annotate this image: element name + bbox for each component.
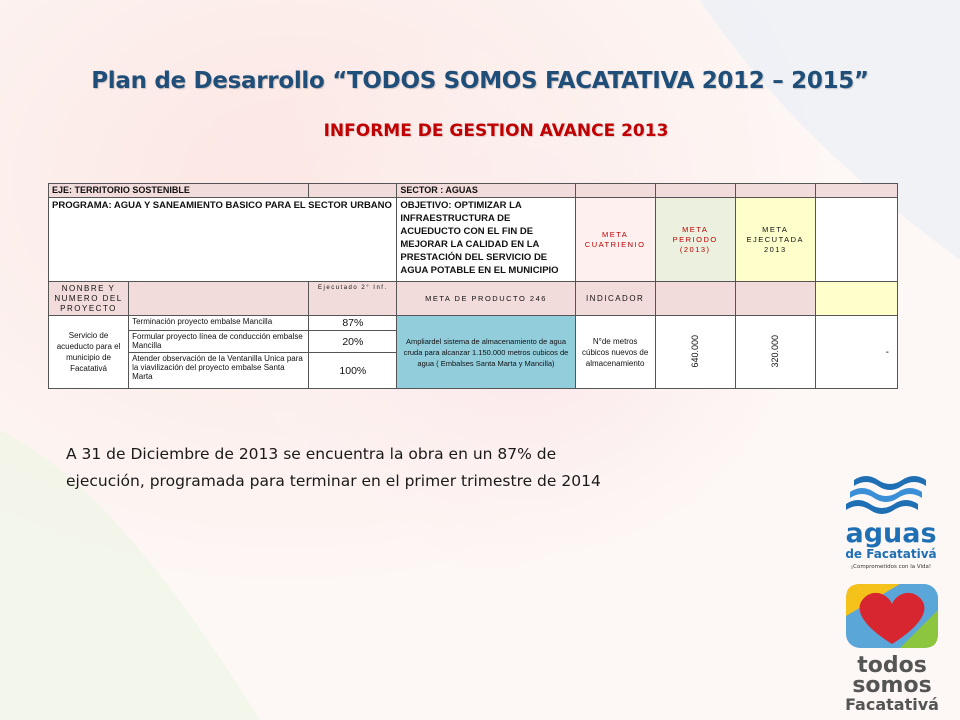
- ejecutado-header: Ejecutado 2° Inf.: [309, 282, 397, 316]
- page-subtitle: INFORME DE GESTION AVANCE 2013: [323, 121, 669, 141]
- status-paragraph: A 31 de Diciembre de 2013 se encuentra la obra en un 87% de ejecución, programada para terminar en el primer trimestre de 2014: [66, 445, 601, 490]
- sector-cell: SECTOR : AGUAS: [397, 184, 575, 198]
- aguas-logo-text: aguas: [845, 518, 937, 549]
- indicador-cell: N°de metros cúbicos nuevos de almacenamiento: [575, 316, 655, 389]
- aguas-logo-slogan: ¡Comprometidos con la Vida!: [850, 564, 932, 570]
- todos-somos-logo: [840, 580, 944, 716]
- valor-cuatrienio: 640.000: [690, 334, 701, 368]
- project-table: [48, 183, 898, 389]
- indicador-header: INDICADOR: [575, 282, 655, 316]
- aguas-logo-sub: de Facatativá: [845, 547, 937, 561]
- nombre-proyecto-header: NONBRE Y NUMERO DEL PROYECTO: [49, 282, 129, 316]
- table-row: [49, 282, 898, 316]
- avance-3: 100%: [309, 353, 397, 389]
- table-row: [49, 316, 898, 331]
- actividad-1: Terminación proyecto embalse Mancilla: [129, 316, 309, 331]
- table-row: [49, 198, 898, 282]
- todos-logo-line2: somos: [852, 673, 932, 698]
- actividad-2: Formular proyecto línea de conducción embalse Mancilla: [129, 331, 309, 353]
- meta-periodo: META PERIODO (2013): [672, 224, 718, 254]
- aguas-logo: [836, 466, 946, 576]
- meta-ejecutada: META EJECUTADA 2013: [746, 224, 805, 254]
- todos-logo-line3: Facatativá: [845, 695, 939, 714]
- programa-cell: PROGRAMA: AGUA Y SANEAMIENTO BASICO PARA EL SECTOR URBANO: [49, 198, 397, 282]
- meta-producto-header: META DE PRODUCTO 246: [397, 282, 575, 316]
- waves-icon: [846, 476, 926, 514]
- objetivo-cell: OBJETIVO: OPTIMIZAR LA INFRAESTRUCTURA DE ACUEDUCTO CON EL FIN DE MEJORAR LA CALIDAD EN LA PRESTACIÓN DEL SERVICIO DE AGUA POTABLE EN EL MUNICIPIO: [397, 198, 575, 282]
- meta-producto-cell: Ampliardel sistema de almacenamiento de agua cruda para alcanzar 1.150.000 metros cubicos de agua ( Embalses Santa Marta y Mancilla): [397, 316, 575, 389]
- valor-periodo: 320.000: [770, 334, 781, 368]
- avance-1: 87%: [309, 316, 397, 331]
- valor-ejecutado: -: [815, 316, 897, 389]
- eje-cell: EJE: TERRITORIO SOSTENIBLE: [49, 184, 309, 198]
- todos-logo-line1: todos: [857, 653, 927, 678]
- page-title: Plan de Desarrollo “TODOS SOMOS FACATATIVA 2012 – 2015”: [91, 68, 869, 94]
- meta-cuatrienio: META CUATRIENIO: [584, 229, 646, 249]
- table-row: [49, 184, 898, 198]
- avance-2: 20%: [309, 331, 397, 353]
- proyecto-cell: Servicio de acueducto para el municipio de Facatativá: [49, 316, 129, 389]
- actividad-3: Atender observación de la Ventanilla Unica para la viavilización del proyecto embalse Santa Marta: [129, 353, 309, 389]
